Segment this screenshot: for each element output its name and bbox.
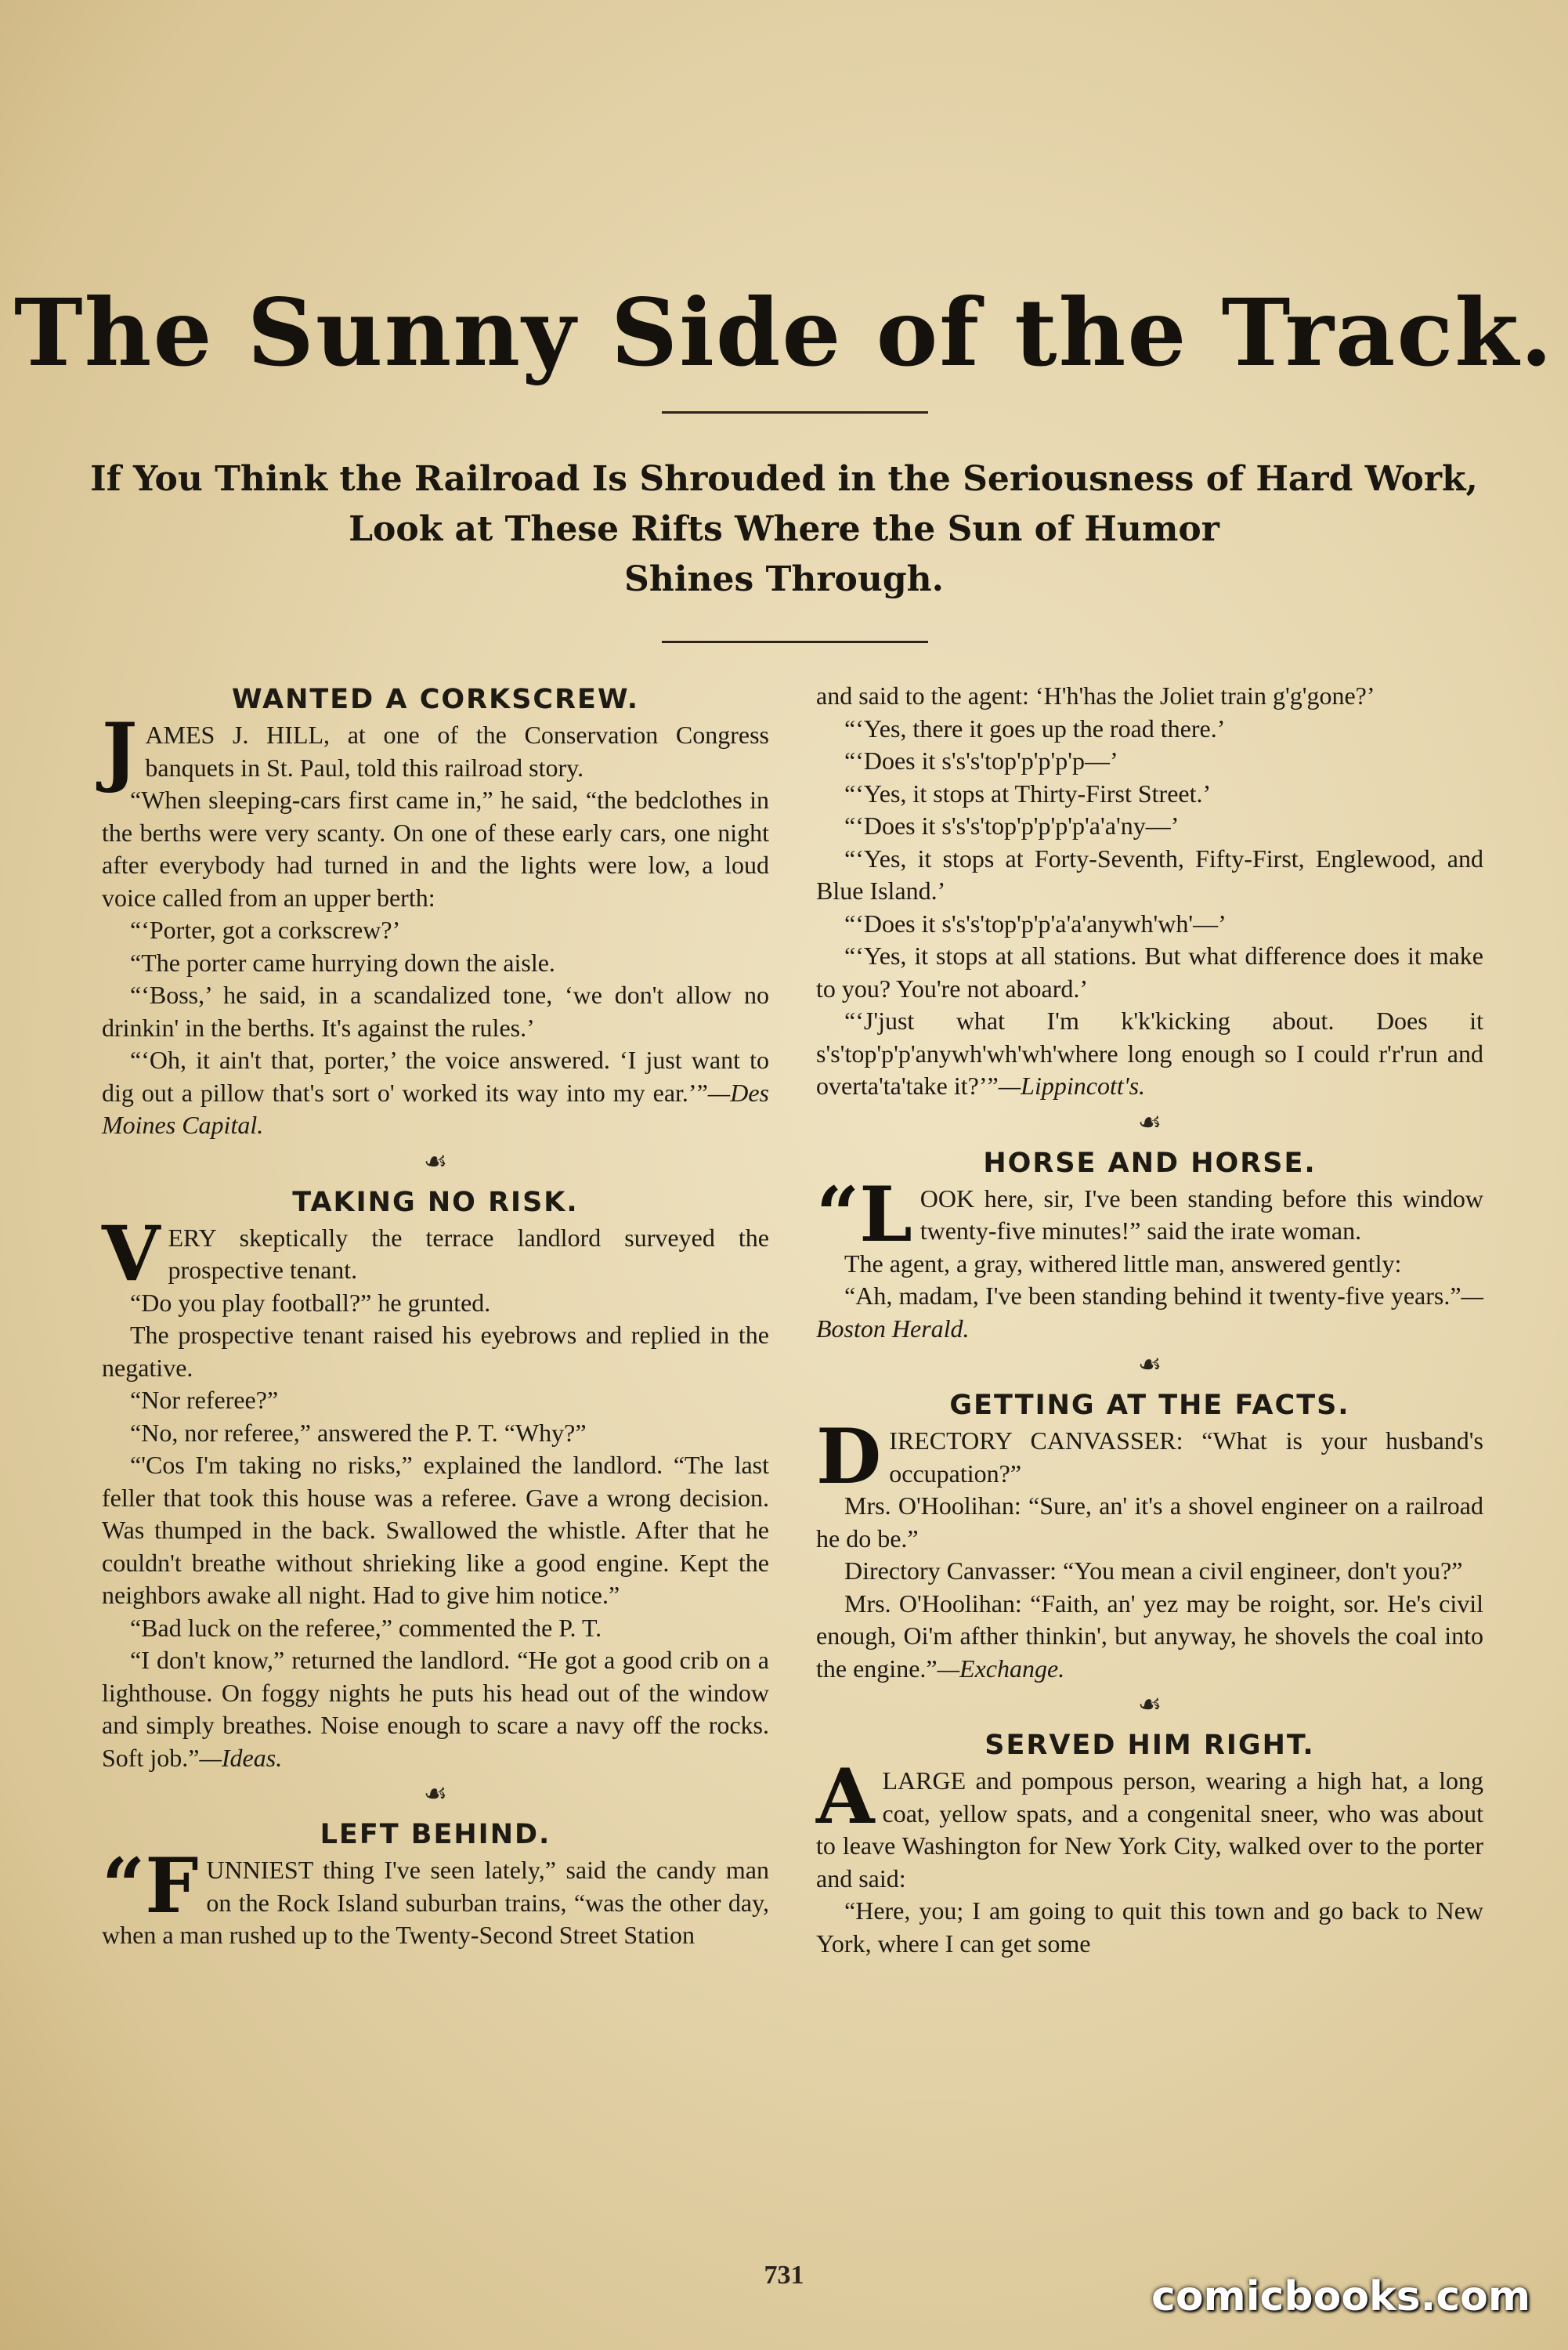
story-paragraph: The prospective tenant raised his eyebrows and replied in the negative. <box>102 1321 769 1382</box>
story-paragraph: “‘Yes, it stops at Thirty-First Street.’ <box>844 779 1212 808</box>
page-title: The Sunny Side of the Track. <box>13 278 1555 387</box>
story-heading: TAKING NO RISK. <box>292 1186 579 1218</box>
story-heading: WANTED A CORKSCREW. <box>231 684 640 715</box>
subtitle-rule <box>662 641 928 643</box>
title-rule <box>662 411 928 414</box>
story-paragraph: “I don't know,” returned the landlord. “He got a good crib on a lighthouse. On foggy nights he puts his head out of the window and simply breathes. Noise enough to scare a navy off the rocks. Soft job.”—Ideas. <box>102 1646 769 1772</box>
story-paragraph: Mrs. O'Hoolihan: “Sure, an' it's a shovel engineer on a railroad he do be.” <box>816 1491 1483 1553</box>
story-paragraph: “‘Porter, got a corkscrew?’ <box>130 916 401 944</box>
story-paragraph: “Ah, madam, I've been standing behind it twenty-five years.”—Boston Herald. <box>816 1282 1483 1343</box>
story-source: —Ideas. <box>199 1743 283 1772</box>
story-paragraph: “‘Oh, it ain't that, porter,’ the voice answered. ‘I just want to dig out a pillow that's sort o' worked its way into my ear.’”—Des Moines Capital. <box>102 1046 769 1139</box>
story-source: —Des Moines Capital. <box>102 1078 769 1139</box>
story-heading: HORSE AND HORSE. <box>983 1147 1317 1179</box>
subtitle-line: Look at These Rifts Where the Sun of Humor <box>349 509 1219 549</box>
drop-cap: D <box>816 1412 882 1501</box>
story-paragraph: JAMES J. HILL, at one of the Conservation Congress banquets in St. Paul, told this railroad story. <box>102 707 769 795</box>
story-paragraph: “LOOK here, sir, I've been standing before this window twenty-five minutes!” said the irate woman. <box>816 1170 1483 1259</box>
story-paragraph: “'Cos I'm taking no risks,” explained the landlord. “The last feller that took this house was a referee. Gave a wrong decision. Was thumped in the back. Swallowed the whistle. After that he couldn't breathe without shrieking like a good engine. Kept the neighbors awake all night. Had to give him notice.” <box>102 1451 769 1609</box>
subtitle-line: If You Think the Railroad Is Shrouded in the Seriousness of Hard Work, <box>90 459 1478 499</box>
story-paragraph: Directory Canvasser: “You mean a civil engineer, don't you?” <box>844 1556 1463 1585</box>
story-source: —Boston Herald. <box>816 1282 1483 1343</box>
story-source: —Lippincott's. <box>998 1072 1146 1100</box>
story-paragraph: VERY skeptically the terrace landlord surveyed the prospective tenant. <box>102 1209 769 1298</box>
drop-cap: A <box>816 1752 875 1841</box>
left-column <box>102 680 769 1952</box>
story-paragraph: DIRECTORY CANVASSER: “What is your husband's occupation?” <box>816 1412 1483 1501</box>
story-paragraph: and said to the agent: ‘H'h'has the Joliet train g'g'gone?’ <box>816 682 1375 710</box>
story-paragraph: “Do you play football?” he grunted. <box>130 1288 491 1317</box>
ornament-icon: ☙ <box>1137 1350 1162 1379</box>
ornament-icon: ☙ <box>423 1147 448 1177</box>
story-paragraph: “Bad luck on the referee,” commented the P. T. <box>130 1613 602 1642</box>
drop-cap: J <box>102 707 138 795</box>
story-paragraph: “‘Does it s's's'top'p'p'a'a'anywh'wh'—’ <box>844 909 1227 938</box>
story-heading: GETTING AT THE FACTS. <box>949 1390 1350 1421</box>
story-paragraph: ALARGE and pompous person, wearing a high hat, a long coat, yellow spats, and a congenital sneer, who was about to leave Washington for New York City, walked over to the porter and said: <box>816 1752 1483 1893</box>
watermark: comicbooks.com <box>1151 2273 1531 2320</box>
story-source: —Exchange. <box>937 1654 1065 1683</box>
story-paragraph: “‘Yes, it stops at all stations. But what difference does it make to you? You're not aboard.’ <box>816 942 1483 1003</box>
story-paragraph: “No, nor referee,” answered the P. T. “Why?” <box>130 1418 587 1447</box>
story-paragraph: “When sleeping-cars first came in,” he said, “the bedclothes in the berths were very scanty. On one of these early cars, one night after everybody had turned in and the lights were low, a loud voice called from an upper berth: <box>102 786 769 912</box>
story-paragraph: Mrs. O'Hoolihan: “Faith, an' yez may be roight, sor. He's civil enough, Oi'm afther thinkin', but anyway, he shovels the coal into the engine.”—Exchange. <box>816 1589 1483 1683</box>
ornament-icon: ☙ <box>423 1780 448 1809</box>
story-paragraph: “‘Does it s's's'top'p'p'p'p'a'a'ny—’ <box>844 812 1180 840</box>
drop-cap: “L <box>816 1170 912 1259</box>
ornament-icon: ☙ <box>1137 1690 1162 1719</box>
subtitle <box>78 454 1490 605</box>
story-paragraph: The agent, a gray, withered little man, answered gently: <box>844 1249 1402 1278</box>
story-paragraph: “‘Does it s's's'top'p'p'p'p—’ <box>844 747 1118 775</box>
story-paragraph: “‘J'just what I'm k'k'kicking about. Does it s's'top'p'p'anywh'wh'wh'where long enough so I could r'r'run and overta'ta'take it?’”—Lippincott's. <box>816 1007 1483 1100</box>
right-column <box>816 680 1483 1960</box>
drop-cap: V <box>102 1209 161 1298</box>
story-heading: LEFT BEHIND. <box>320 1819 551 1850</box>
story-paragraph: “‘Yes, there it goes up the road there.’ <box>844 714 1226 743</box>
story-heading: SERVED HIM RIGHT. <box>985 1730 1315 1761</box>
story-paragraph: “Nor referee?” <box>130 1386 279 1414</box>
story-paragraph: “‘Yes, it stops at Forty-Seventh, Fifty-First, Englewood, and Blue Island.’ <box>816 844 1483 905</box>
ornament-icon: ☙ <box>1137 1108 1162 1137</box>
drop-cap: “F <box>102 1842 199 1930</box>
subtitle-line: Shines Through. <box>624 559 944 599</box>
story-paragraph: “Here, you; I am going to quit this town and go back to New York, where I can get some <box>816 1896 1483 1958</box>
story-paragraph: “FUNNIEST thing I've seen lately,” said the candy man on the Rock Island suburban trains, “was the other day, when a man rushed up to the Twenty-Second Street Station <box>102 1842 769 1949</box>
story-paragraph: “The porter came hurrying down the aisle. <box>130 948 555 977</box>
story-paragraph: “‘Boss,’ he said, in a scandalized tone, ‘we don't allow no drinkin' in the berths. It's against the rules.’ <box>102 981 769 1042</box>
page-number: 731 <box>764 2261 804 2290</box>
